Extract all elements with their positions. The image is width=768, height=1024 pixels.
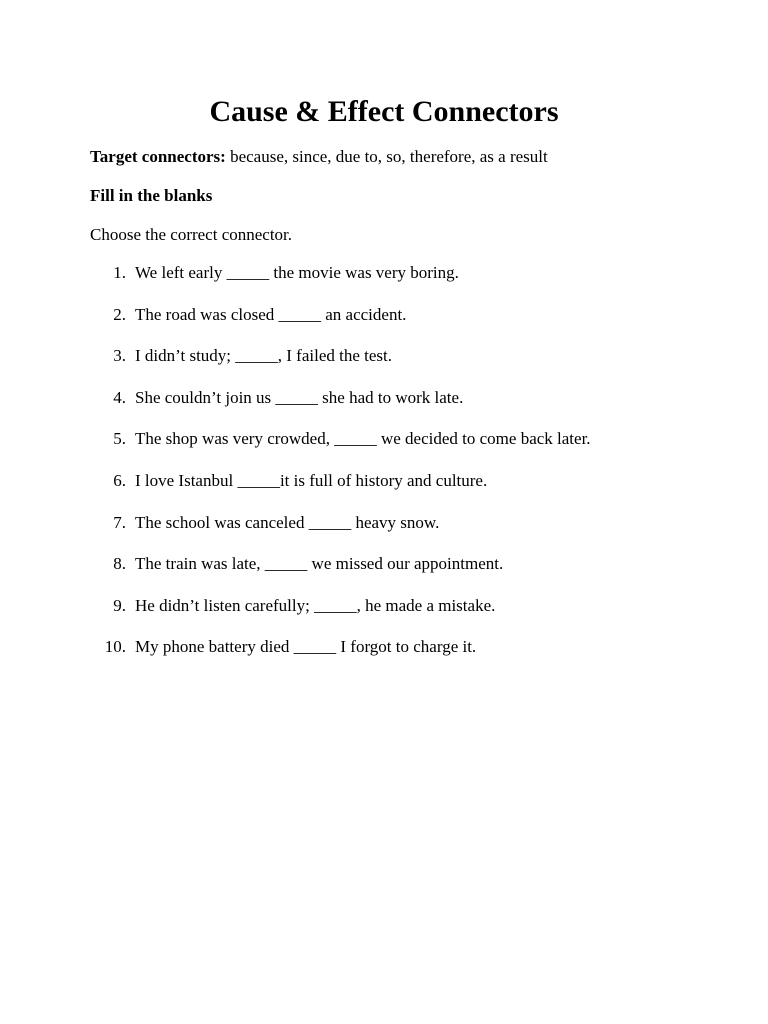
question-text: The road was closed _____ an accident. [135, 304, 407, 324]
question-text: We left early _____ the movie was very boring. [135, 263, 459, 282]
target-connectors-line [90, 146, 548, 168]
question-item [0, 387, 768, 429]
question-item [0, 636, 768, 678]
instruction-text: Choose the correct connector. [90, 225, 293, 244]
question-item [0, 470, 768, 512]
question-list [0, 262, 768, 678]
question-text: I love Istanbul _____it is full of history and culture. [135, 470, 488, 490]
question-text: The shop was very crowded, _____ we decided to come back later. [135, 429, 591, 449]
question-text: The school was canceled _____ heavy snow. [135, 512, 440, 532]
question-item [0, 262, 768, 304]
question-text: I didn’t study; _____, I failed the test. [135, 346, 393, 366]
question-item [0, 553, 768, 595]
question-text: She couldn’t join us _____ she had to work late. [135, 387, 464, 407]
question-number: 7. [113, 512, 126, 532]
question-item [0, 512, 768, 554]
target-connectors-list: because, since, due to, so, therefore, as a result [230, 147, 548, 166]
question-item [0, 595, 768, 637]
question-number: 5. [113, 429, 126, 449]
question-number: 9. [113, 595, 126, 615]
question-text: He didn’t listen carefully; _____, he made a mistake. [135, 595, 496, 615]
question-number: 6. [113, 470, 126, 490]
target-connectors-label: Target connectors: [90, 147, 226, 166]
question-number: 8. [113, 554, 126, 574]
question-number: 3. [113, 346, 126, 366]
question-item [0, 428, 768, 470]
question-text: My phone battery died _____ I forgot to charge it. [135, 637, 477, 657]
question-number: 4. [113, 387, 126, 407]
question-item [0, 345, 768, 387]
question-text: The train was late, _____ we missed our appointment. [135, 554, 504, 574]
question-number: 10. [104, 637, 126, 657]
question-item [0, 304, 768, 346]
question-number: 1. [113, 263, 126, 282]
page-title: Cause & Effect Connectors [209, 95, 559, 128]
section-heading: Fill in the blanks [90, 186, 213, 205]
question-number: 2. [113, 304, 126, 324]
